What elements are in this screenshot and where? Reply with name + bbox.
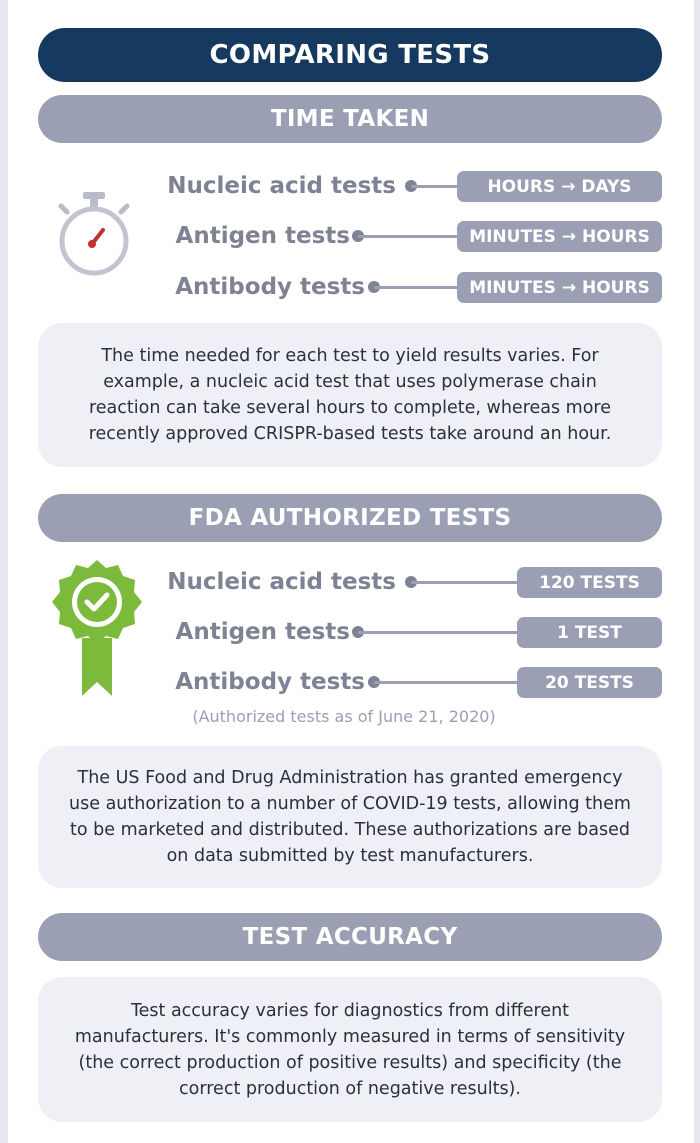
connector-line [374, 286, 460, 289]
fda-row-value: 120 TESTS [517, 567, 662, 598]
time-row-antigen [0, 216, 700, 256]
time-row-antibody [0, 267, 700, 307]
fda-row-antigen [0, 612, 700, 652]
connector-line [358, 631, 521, 634]
time-row-label: Antigen tests [175, 223, 350, 249]
fda-row-value: 20 TESTS [517, 667, 662, 698]
time-row-label: Antibody tests [175, 274, 365, 300]
fda-row-nucleic [0, 562, 700, 602]
title-banner [38, 28, 662, 82]
time-taken-header [38, 95, 662, 143]
accuracy-description: Test accuracy varies for diagnostics from different manufacturers. It's commonly measured in terms of sensitivity (the correct production of positive results) and specificity (the correct production of negative results). [74, 1000, 626, 1099]
accuracy-header [38, 913, 662, 961]
accuracy-heading: TEST ACCURACY [242, 924, 458, 950]
time-row-value: MINUTES → HOURS [457, 221, 662, 252]
fda-row-value: 1 TEST [517, 617, 662, 648]
time-row-label: Nucleic acid tests [167, 173, 396, 199]
time-row-nucleic [0, 166, 700, 206]
connector-line [358, 235, 460, 238]
connector-line [411, 581, 521, 584]
fda-row-label: Antigen tests [175, 619, 350, 645]
fda-header [38, 494, 662, 542]
fda-info-panel [38, 746, 662, 888]
connector-line [374, 681, 521, 684]
fda-description: The US Food and Drug Administration has granted emergency use authorization to a number of COVID-19 tests, allowing them to be marketed and distributed. These authorizations are based on data submitted by test manufacturers. [69, 768, 631, 866]
time-row-value: MINUTES → HOURS [457, 272, 662, 303]
time-taken-heading: TIME TAKEN [270, 106, 430, 132]
time-info-panel [38, 323, 662, 467]
connector-line [411, 185, 461, 188]
fda-heading: FDA AUTHORIZED TESTS [188, 505, 512, 531]
accuracy-info-panel [38, 977, 662, 1122]
time-row-value: HOURS → DAYS [457, 171, 662, 202]
authorization-note [0, 707, 700, 726]
fda-row-antibody [0, 662, 700, 702]
fda-row-label: Antibody tests [175, 669, 365, 695]
time-description: The time needed for each test to yield results varies. For example, a nucleic acid test that uses polymerase chain reaction can take several hours to complete, whereas more recently approved CRISPR-based tests take around an hour. [88, 346, 612, 444]
authorization-note-text: (Authorized tests as of June 21, 2020) [192, 707, 496, 726]
page-title: COMPARING TESTS [209, 40, 491, 70]
fda-row-label: Nucleic acid tests [167, 569, 396, 595]
